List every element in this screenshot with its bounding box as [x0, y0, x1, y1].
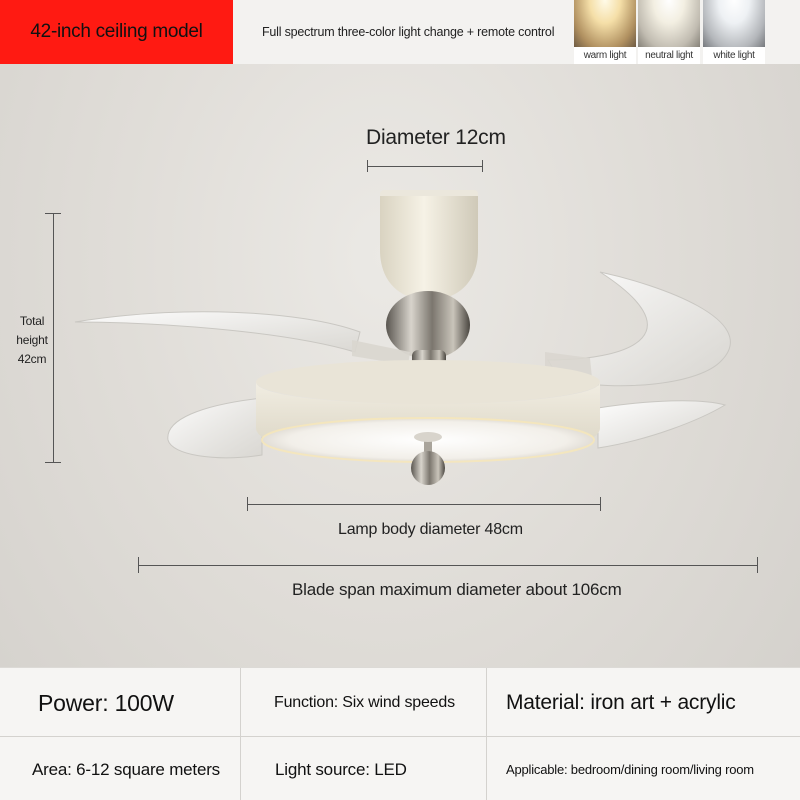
neutral-light-label: neutral light: [645, 50, 693, 61]
spec-table: [0, 667, 800, 800]
blade-span-label: Blade span maximum diameter about 106cm: [292, 580, 622, 599]
top-diameter-tick-right: [482, 160, 483, 172]
blade-span-line: [138, 565, 758, 566]
spec-power: Power: 100W: [38, 689, 174, 716]
warm-light-swatch: [574, 0, 636, 64]
total-height-label: Total height 42cm: [16, 314, 48, 366]
spec-light-source: Light source: LED: [275, 759, 407, 779]
spec-area: Area: 6-12 square meters: [32, 759, 220, 779]
spec-function: Function: Six wind speeds: [274, 694, 455, 711]
warm-light-label: warm light: [583, 50, 627, 61]
white-light-glow: [703, 0, 765, 47]
spec-applicable: Applicable: bedroom/dining room/living room: [506, 762, 754, 777]
lamp-body-tick-left: [247, 497, 248, 511]
white-light-swatch: [703, 0, 765, 64]
top-diameter-tick-left: [367, 160, 368, 172]
model-badge: 42-inch ceiling model: [0, 0, 233, 64]
blade-back-left: [75, 312, 360, 352]
lamp-body-tick-right: [600, 497, 601, 511]
lamp-body-line: [247, 504, 601, 505]
spec-material: Material: iron art + acrylic: [506, 691, 736, 714]
warm-light-glow: [574, 0, 636, 47]
lamp-body-label: Lamp body diameter 48cm: [338, 521, 523, 538]
blade-span-tick-left: [138, 557, 139, 573]
height-tick-top: [45, 213, 61, 214]
chrome-orb: [411, 451, 445, 485]
stem-cup: [380, 196, 478, 300]
lamp-top-cover: [256, 360, 600, 404]
neutral-light-glow: [638, 0, 700, 47]
top-banner: [0, 0, 800, 64]
top-diameter-label: Diameter 12cm: [366, 126, 506, 149]
top-diameter-line: [367, 166, 483, 167]
neutral-light-swatch: [638, 0, 700, 64]
blade-front-right: [598, 401, 725, 448]
white-light-label: white light: [713, 50, 755, 61]
feature-description: Full spectrum three-color light change + remote control: [262, 25, 555, 39]
blade-front-left: [168, 398, 262, 458]
ceiling-fan-illustration: [0, 64, 800, 667]
height-tick-bottom: [45, 462, 61, 463]
orb-cap: [414, 432, 442, 442]
spec-divider-1: [240, 668, 241, 800]
blade-span-tick-right: [757, 557, 758, 573]
spec-divider-2: [486, 668, 487, 800]
chrome-joint: [386, 291, 470, 359]
